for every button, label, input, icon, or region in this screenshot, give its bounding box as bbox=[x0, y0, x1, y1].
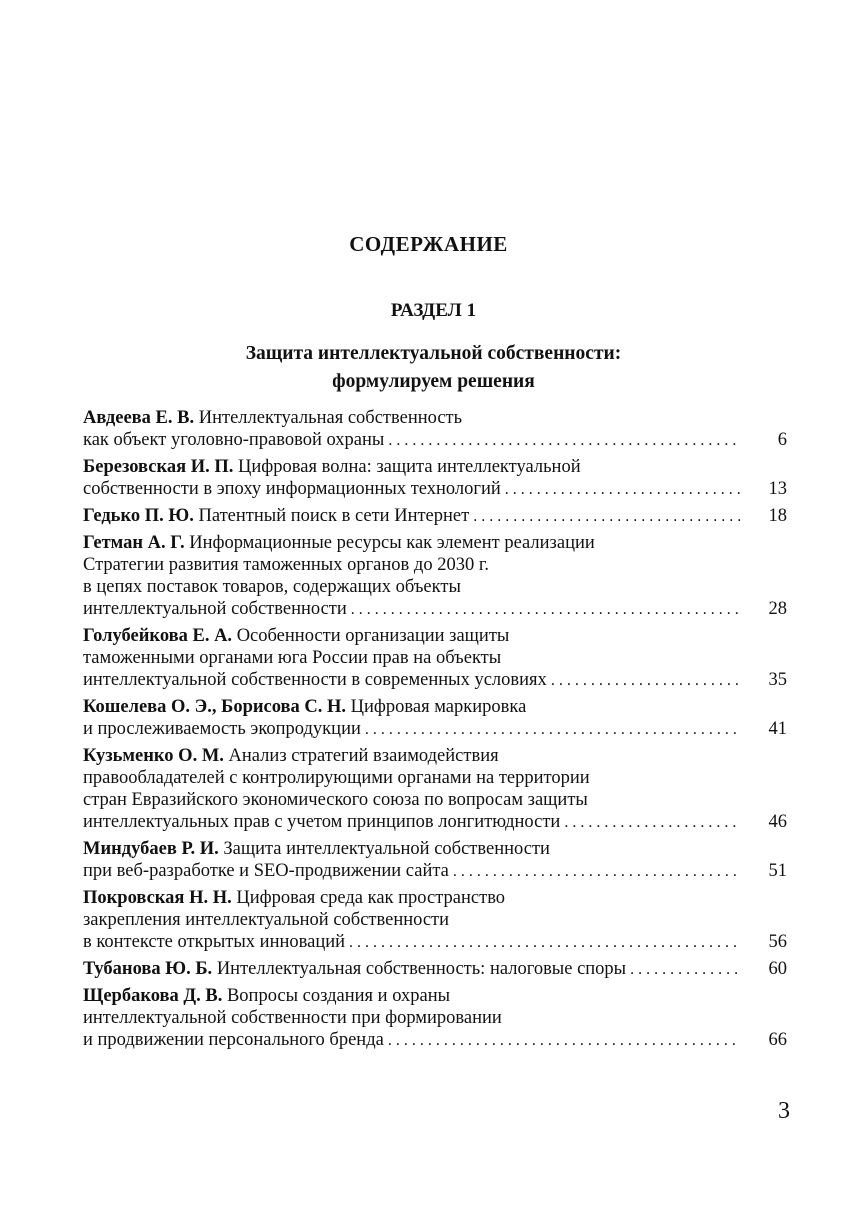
toc-entry-title: Цифровая среда как пространство bbox=[236, 888, 506, 908]
toc-entry-author: Гедько П. Ю. bbox=[83, 506, 194, 526]
toc-entry-title: интеллектуальной собственности при формировании bbox=[83, 1008, 502, 1028]
toc-entry-author: Тубанова Ю. Б. bbox=[83, 959, 213, 979]
toc-entry-line bbox=[83, 767, 787, 789]
dot-leader bbox=[365, 719, 741, 741]
toc-entry-line bbox=[83, 838, 787, 860]
toc-entry-line bbox=[83, 985, 787, 1007]
dot-leader bbox=[388, 1030, 741, 1052]
page-title: СОДЕРЖАНИЕ bbox=[349, 232, 508, 256]
toc-entry-title: Патентный поиск в сети Интернет bbox=[198, 506, 470, 526]
toc-entry-title: Стратегии развития таможенных органов до 2030 г. bbox=[83, 555, 489, 575]
toc-entry-line bbox=[83, 576, 787, 598]
toc-entry-page[interactable]: 66 bbox=[768, 1030, 787, 1050]
toc-entry-line bbox=[83, 456, 787, 478]
toc-entry[interactable] bbox=[83, 532, 787, 621]
toc-entry-title: таможенными органами юга России прав на объекты bbox=[83, 648, 502, 668]
toc-entry-text bbox=[83, 860, 449, 882]
page-number: 3 bbox=[778, 1098, 790, 1124]
toc-entry-page[interactable]: 46 bbox=[768, 812, 787, 832]
section-heading bbox=[0, 340, 857, 396]
toc-entry-title: Защита интеллектуальной собственности bbox=[223, 839, 550, 859]
toc-entry[interactable] bbox=[83, 745, 787, 834]
dot-leader bbox=[351, 599, 741, 621]
toc-entry-author: Березовская И. П. bbox=[83, 457, 234, 477]
toc-entry-page[interactable]: 28 bbox=[768, 599, 787, 619]
toc-entry-author: Голубейкова Е. А. bbox=[83, 626, 233, 646]
toc-entry-text bbox=[83, 648, 501, 668]
toc-entry-text bbox=[83, 1029, 384, 1051]
toc-entry-title: в контексте открытых инноваций bbox=[83, 932, 346, 952]
toc-entry-line bbox=[83, 811, 787, 834]
toc-entry-text bbox=[83, 457, 581, 477]
toc-entry-title: как объект уголовно-правовой охраны bbox=[83, 430, 385, 450]
toc-entry-title: интеллектуальной собственности в современных условиях bbox=[83, 670, 547, 690]
toc-entry[interactable] bbox=[83, 505, 787, 528]
toc-entry-line bbox=[83, 429, 787, 452]
toc-entry-text bbox=[83, 555, 489, 575]
toc-entry-author: Авдеева Е. В. bbox=[83, 408, 195, 428]
toc-entry-text bbox=[83, 718, 361, 740]
dot-leader bbox=[505, 479, 741, 501]
toc-entry-title: при веб-разработке и SEO-продвижении сайта bbox=[83, 861, 449, 881]
toc-entry-title: Информационные ресурсы как элемент реализации bbox=[189, 533, 595, 553]
section-heading-line: формулируем решения bbox=[332, 371, 535, 392]
toc-entry-text bbox=[83, 811, 560, 833]
toc-entry[interactable] bbox=[83, 456, 787, 501]
toc-entry-line bbox=[83, 931, 787, 954]
toc-entry-line bbox=[83, 887, 787, 909]
toc-entry-title: Цифровая волна: защита интеллектуальной bbox=[238, 457, 581, 477]
toc-entry-title: собственности в эпоху информационных технологий bbox=[83, 479, 501, 499]
toc-entry-line bbox=[83, 1029, 787, 1052]
toc-entry-title: интеллектуальных прав с учетом принципов лонгитюдности bbox=[83, 812, 561, 832]
toc-entry-author: Кошелева О. Э., Борисова С. Н. bbox=[83, 697, 347, 717]
toc-entry-author: Гетман А. Г. bbox=[83, 533, 185, 553]
toc-entry[interactable] bbox=[83, 838, 787, 883]
toc-entry[interactable] bbox=[83, 887, 787, 954]
toc-entry-author: Кузьменко О. М. bbox=[83, 746, 224, 766]
toc-entry-line bbox=[83, 669, 787, 692]
toc-entry-text bbox=[83, 478, 501, 500]
toc-entry-text bbox=[83, 669, 547, 691]
toc-entry-author: Покровская Н. Н. bbox=[83, 888, 232, 908]
section-label: РАЗДЕЛ 1 bbox=[390, 300, 477, 321]
toc-entry-text bbox=[83, 986, 450, 1006]
toc-entry-page[interactable]: 60 bbox=[768, 959, 787, 979]
toc-entry[interactable] bbox=[83, 958, 787, 981]
toc-entry-text bbox=[83, 408, 462, 428]
toc-entry-title: интеллектуальной собственности bbox=[83, 599, 347, 619]
dot-leader bbox=[564, 812, 741, 834]
toc-entry-text bbox=[83, 697, 526, 717]
toc-entry-text bbox=[83, 746, 499, 766]
toc-entry-text bbox=[83, 598, 347, 620]
toc-entry-text bbox=[83, 1008, 502, 1028]
toc-entry-text bbox=[83, 429, 384, 451]
toc-entry-title: Вопросы создания и охраны bbox=[226, 986, 451, 1006]
toc-entry-page[interactable]: 56 bbox=[768, 932, 787, 952]
toc-entry-line bbox=[83, 789, 787, 811]
dot-leader bbox=[630, 959, 741, 981]
toc-entry-line bbox=[83, 532, 787, 554]
toc-entry-author: Миндубаев Р. И. bbox=[83, 839, 219, 859]
toc-entry-line bbox=[83, 745, 787, 767]
toc-entry-title: Цифровая маркировка bbox=[350, 697, 527, 717]
toc-entry[interactable] bbox=[83, 985, 787, 1052]
toc-entry-title: закрепления интеллектуальной собственности bbox=[83, 910, 450, 930]
toc-entry[interactable] bbox=[83, 625, 787, 692]
toc-entry-title: Анализ стратегий взаимодействия bbox=[228, 746, 499, 766]
toc-entry-text bbox=[83, 505, 469, 527]
toc-entry-text bbox=[83, 839, 550, 859]
toc-entry-title: и прослеживаемость экопродукции bbox=[83, 719, 361, 739]
dot-leader bbox=[551, 670, 741, 692]
dot-leader bbox=[453, 861, 741, 883]
toc-entry-title: правообладателей с контролирующими органами на территории bbox=[83, 768, 590, 788]
toc-entry-text bbox=[83, 768, 590, 788]
toc-entry-line bbox=[83, 647, 787, 669]
dot-leader bbox=[473, 506, 741, 528]
toc-entry-line bbox=[83, 505, 787, 528]
toc-entry-text bbox=[83, 533, 595, 553]
toc-entry-line bbox=[83, 1007, 787, 1029]
toc-entry-page[interactable]: 18 bbox=[768, 506, 787, 526]
table-of-contents bbox=[83, 407, 787, 1056]
toc-entry-text bbox=[83, 958, 626, 980]
toc-entry-line bbox=[83, 598, 787, 621]
toc-entry-line bbox=[83, 958, 787, 981]
toc-entry-line bbox=[83, 407, 787, 429]
toc-entry-text bbox=[83, 910, 449, 930]
toc-entry-title: стран Евразийского экономического союза по вопросам защиты bbox=[83, 790, 588, 810]
toc-entry-text bbox=[83, 931, 345, 953]
toc-entry-author: Щербакова Д. В. bbox=[83, 986, 223, 1006]
toc-entry-text bbox=[83, 626, 509, 646]
toc-entry-page[interactable]: 6 bbox=[777, 430, 787, 450]
toc-entry-line bbox=[83, 625, 787, 647]
toc-entry-page[interactable]: 41 bbox=[768, 719, 787, 739]
toc-entry-page[interactable]: 35 bbox=[768, 670, 787, 690]
toc-entry-title: Интеллектуальная собственность: налоговые споры bbox=[216, 959, 627, 979]
toc-entry-line bbox=[83, 478, 787, 501]
toc-entry-text bbox=[83, 790, 588, 810]
section-heading-line: Защита интеллектуальной собственности: bbox=[245, 343, 622, 364]
toc-entry-text bbox=[83, 888, 505, 908]
dot-leader bbox=[349, 932, 741, 954]
toc-entry-line bbox=[83, 554, 787, 576]
toc-entry-text bbox=[83, 577, 461, 597]
toc-entry-title: Интеллектуальная собственность bbox=[198, 408, 463, 428]
toc-entry-title: Особенности организации защиты bbox=[236, 626, 510, 646]
toc-entry-page[interactable]: 51 bbox=[768, 861, 787, 881]
toc-entry-line bbox=[83, 860, 787, 883]
toc-entry-page[interactable]: 13 bbox=[768, 479, 787, 499]
toc-entry-line bbox=[83, 696, 787, 718]
toc-entry[interactable] bbox=[83, 696, 787, 741]
dot-leader bbox=[388, 430, 741, 452]
toc-entry-title: и продвижении персонального бренда bbox=[83, 1030, 384, 1050]
toc-entry-line bbox=[83, 718, 787, 741]
toc-entry-title: в цепях поставок товаров, содержащих объекты bbox=[83, 577, 461, 597]
toc-entry-line bbox=[83, 909, 787, 931]
toc-entry[interactable] bbox=[83, 407, 787, 452]
